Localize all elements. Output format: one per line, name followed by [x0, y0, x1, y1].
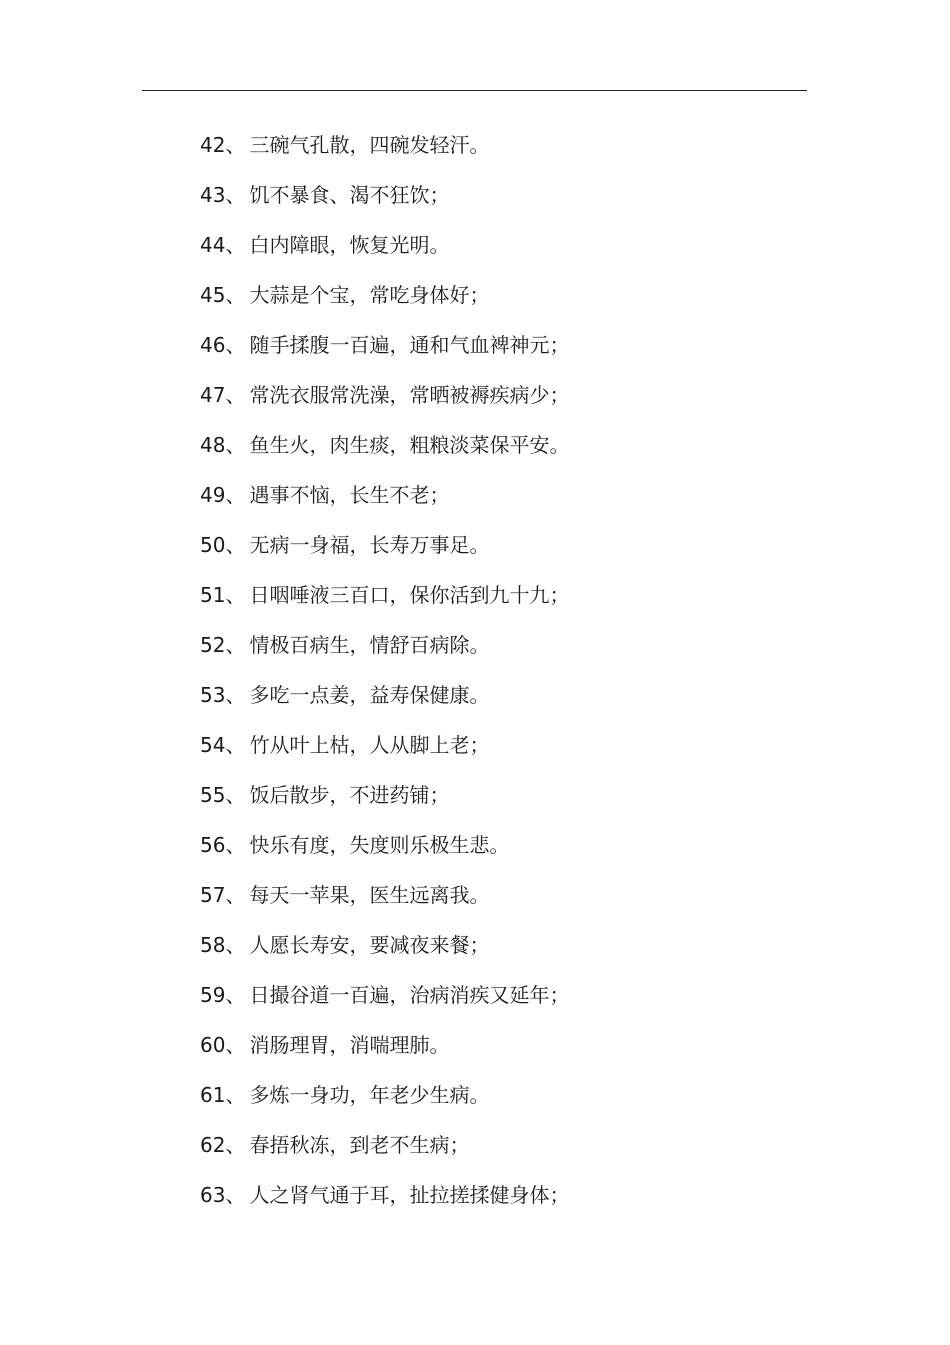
list-item	[200, 728, 569, 778]
list-item	[200, 1078, 569, 1128]
list-item	[200, 678, 569, 728]
item-text: 多炼一身功，年老少生病。	[249, 1083, 490, 1107]
item-separator: 、	[225, 783, 246, 807]
item-separator: 、	[225, 133, 246, 157]
item-text: 三碗气孔散，四碗发轻汗。	[249, 133, 490, 157]
list-item	[200, 628, 569, 678]
item-separator: 、	[225, 1133, 246, 1157]
list-item	[200, 278, 569, 328]
item-number: 48	[200, 433, 226, 457]
item-separator: 、	[225, 1183, 246, 1207]
list-item	[200, 978, 569, 1028]
item-number: 59	[200, 983, 226, 1007]
item-number: 44	[200, 233, 226, 257]
item-separator: 、	[225, 383, 246, 407]
item-separator: 、	[225, 733, 246, 757]
item-number: 45	[200, 283, 226, 307]
list-item	[200, 478, 569, 528]
item-separator: 、	[225, 933, 246, 957]
item-number: 52	[200, 633, 226, 657]
proverb-list	[200, 128, 569, 1228]
item-number: 63	[200, 1183, 226, 1207]
item-text: 消肠理胃，消喘理肺。	[249, 1033, 450, 1057]
list-item	[200, 428, 569, 478]
item-text: 遇事不恼，长生不老；	[249, 483, 450, 507]
item-number: 43	[200, 183, 226, 207]
item-number: 47	[200, 383, 226, 407]
list-item	[200, 778, 569, 828]
item-text: 饥不暴食、渴不狂饮；	[249, 183, 450, 207]
list-item	[200, 178, 569, 228]
item-text: 日撮谷道一百遍，治病消疾又延年；	[249, 983, 570, 1007]
list-item	[200, 878, 569, 928]
item-text: 日咽唾液三百口，保你活到九十九；	[249, 583, 570, 607]
header-rule	[142, 90, 807, 91]
item-text: 春捂秋冻，到老不生病；	[249, 1133, 470, 1157]
item-text: 常洗衣服常洗澡，常晒被褥疾病少；	[249, 383, 570, 407]
item-separator: 、	[225, 583, 246, 607]
item-separator: 、	[225, 433, 246, 457]
item-separator: 、	[225, 233, 246, 257]
list-item	[200, 578, 569, 628]
list-item	[200, 528, 569, 578]
item-separator: 、	[225, 1083, 246, 1107]
item-number: 57	[200, 883, 226, 907]
item-text: 人之肾气通于耳，扯拉搓揉健身体；	[249, 1183, 570, 1207]
item-text: 快乐有度，失度则乐极生悲。	[249, 833, 510, 857]
item-number: 46	[200, 333, 226, 357]
list-item	[200, 1128, 569, 1178]
item-number: 53	[200, 683, 226, 707]
item-separator: 、	[225, 483, 246, 507]
item-separator: 、	[225, 283, 246, 307]
item-separator: 、	[225, 533, 246, 557]
item-text: 每天一苹果，医生远离我。	[249, 883, 490, 907]
item-number: 60	[200, 1033, 226, 1057]
item-separator: 、	[225, 833, 246, 857]
list-item	[200, 1178, 569, 1228]
item-text: 无病一身福，长寿万事足。	[249, 533, 490, 557]
item-number: 61	[200, 1083, 226, 1107]
item-separator: 、	[225, 333, 246, 357]
item-text: 饭后散步，不进药铺；	[249, 783, 450, 807]
item-text: 随手揉腹一百遍，通和气血裨神元；	[249, 333, 570, 357]
item-text: 情极百病生，情舒百病除。	[249, 633, 490, 657]
list-item	[200, 378, 569, 428]
item-number: 58	[200, 933, 226, 957]
item-text: 鱼生火，肉生痰，粗粮淡菜保平安。	[249, 433, 570, 457]
item-separator: 、	[225, 883, 246, 907]
item-text: 多吃一点姜，益寿保健康。	[249, 683, 490, 707]
item-number: 54	[200, 733, 226, 757]
item-text: 白内障眼，恢复光明。	[249, 233, 450, 257]
item-number: 49	[200, 483, 226, 507]
list-item	[200, 928, 569, 978]
item-number: 55	[200, 783, 226, 807]
item-text: 大蒜是个宝，常吃身体好；	[249, 283, 490, 307]
item-number: 42	[200, 133, 226, 157]
item-separator: 、	[225, 983, 246, 1007]
item-number: 51	[200, 583, 226, 607]
item-separator: 、	[225, 1033, 246, 1057]
list-item	[200, 128, 569, 178]
list-item	[200, 828, 569, 878]
item-text: 竹从叶上枯，人从脚上老；	[249, 733, 490, 757]
list-item	[200, 228, 569, 278]
item-text: 人愿长寿安，要减夜来餐；	[249, 933, 490, 957]
list-item	[200, 328, 569, 378]
list-item	[200, 1028, 569, 1078]
item-separator: 、	[225, 633, 246, 657]
item-number: 50	[200, 533, 226, 557]
item-separator: 、	[225, 183, 246, 207]
item-number: 56	[200, 833, 226, 857]
item-number: 62	[200, 1133, 226, 1157]
item-separator: 、	[225, 683, 246, 707]
